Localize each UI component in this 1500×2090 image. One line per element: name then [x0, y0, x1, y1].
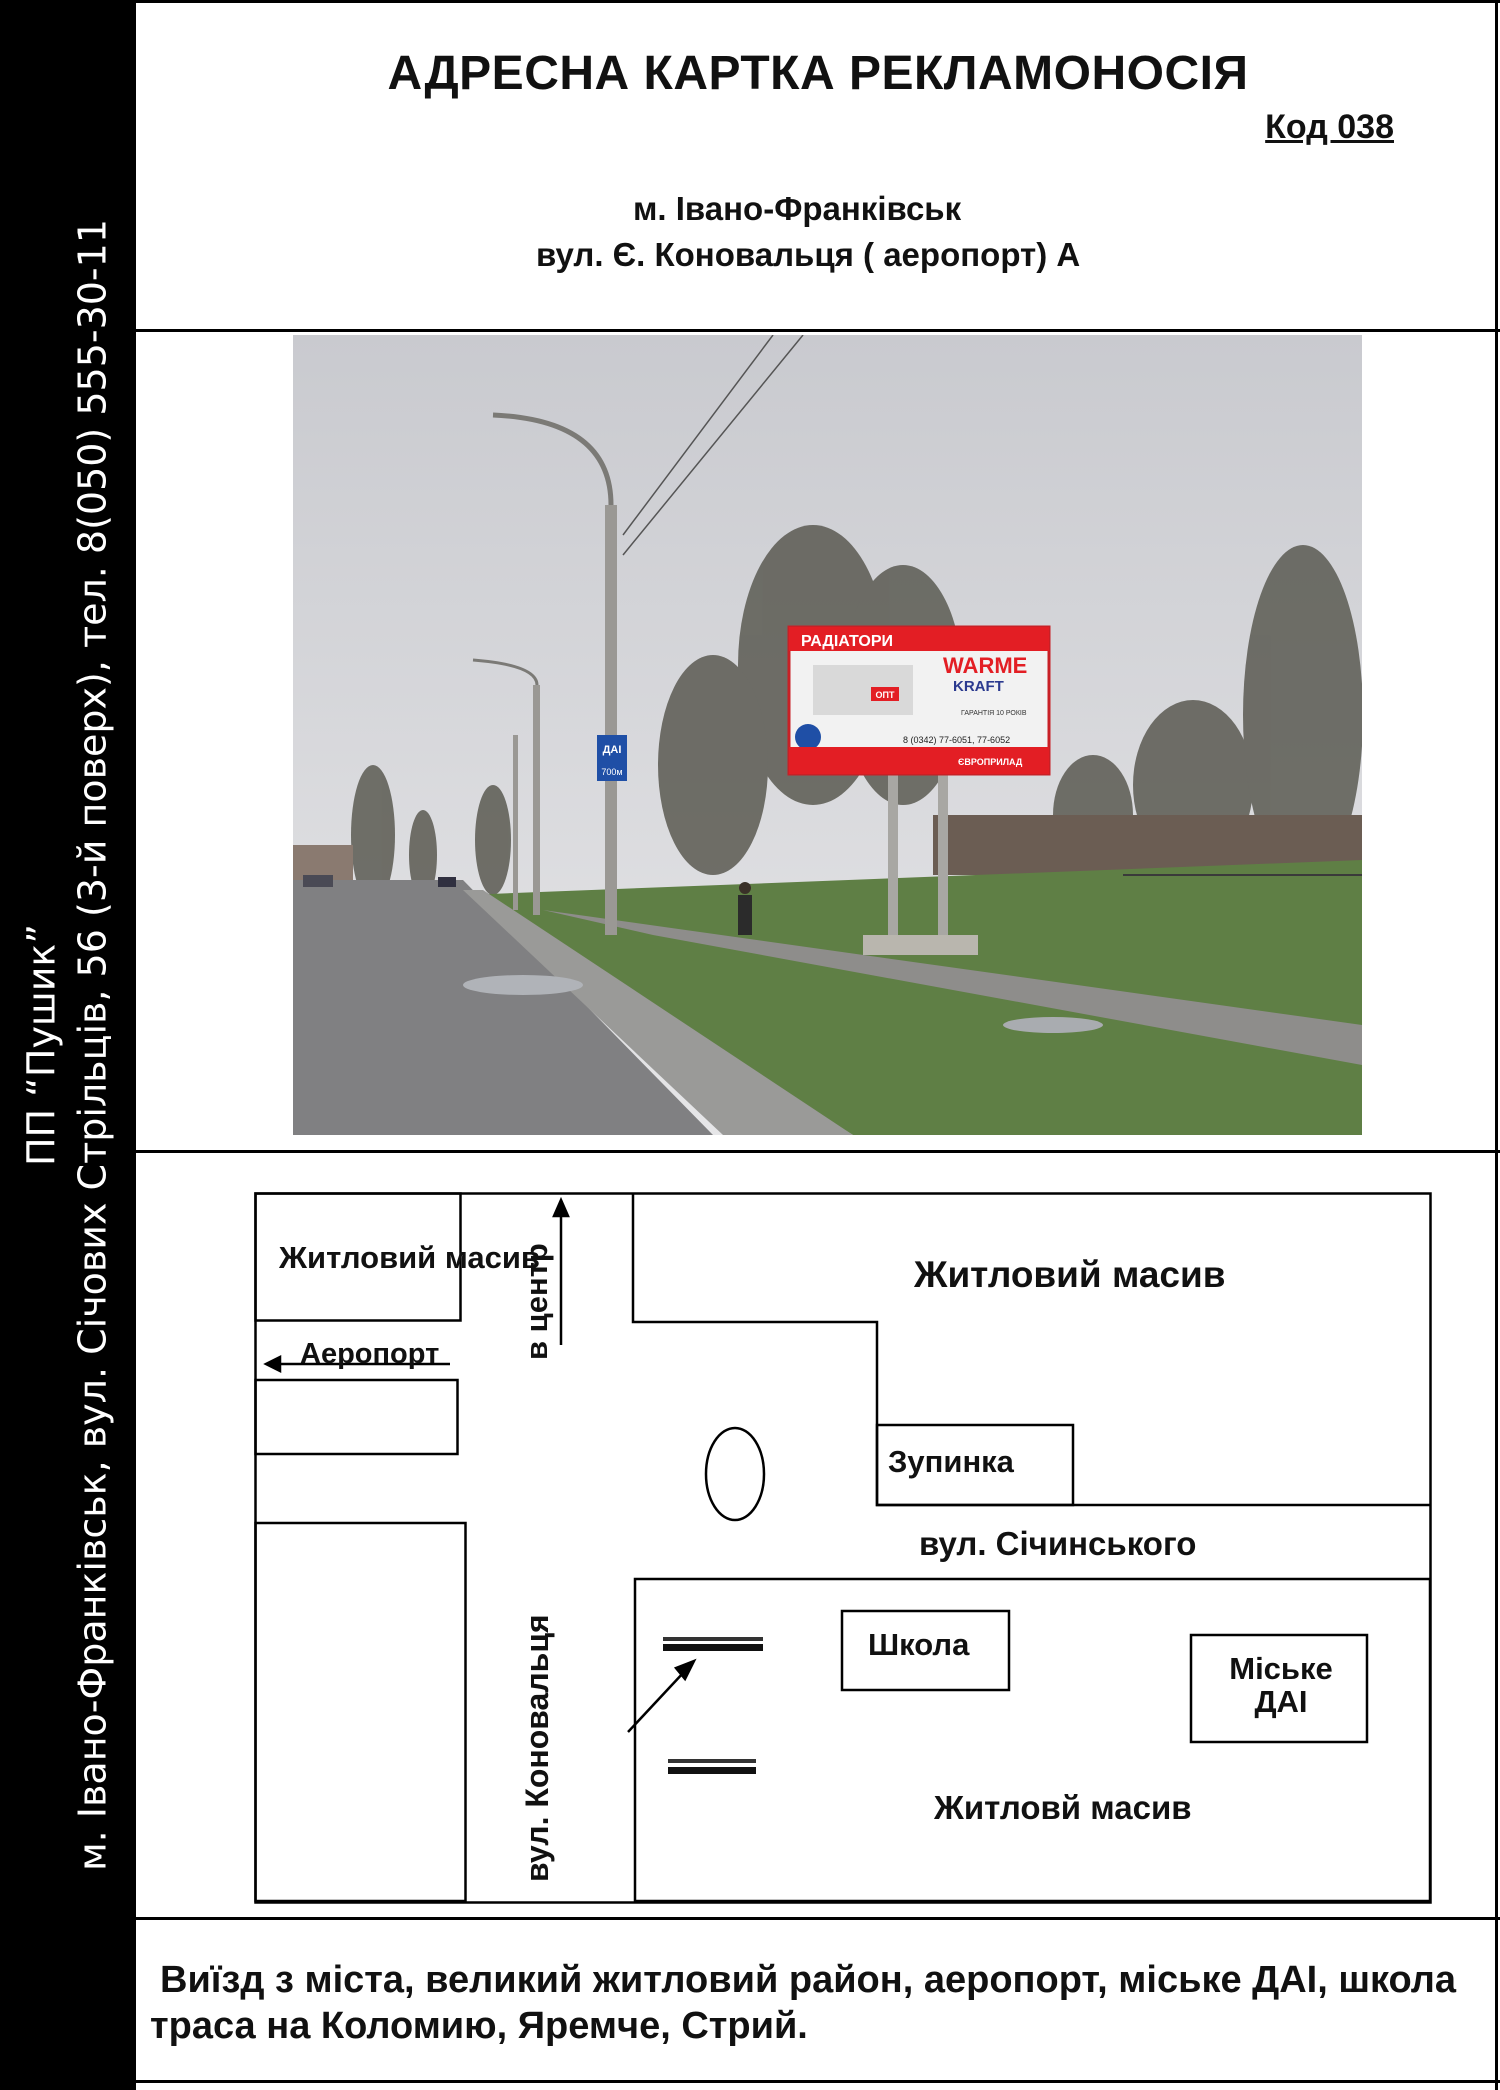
address-city: м. Івано-Франківськ	[633, 190, 962, 227]
block-residential-top-right	[633, 1194, 1430, 1506]
billboard-markers	[663, 1637, 763, 1774]
block-bottom-left	[256, 1523, 466, 1901]
divider-map	[136, 1917, 1500, 1920]
location-map	[254, 1192, 1432, 1904]
label-school: Школа	[868, 1627, 970, 1662]
billboard-badge: ОПТ	[875, 690, 895, 700]
billboard-brand-2: KRAFT	[953, 678, 1004, 695]
location-description	[150, 1957, 1490, 2050]
map-border	[256, 1194, 1431, 1903]
billboard-dealer: ЄВРОПРИЛАД	[958, 757, 1023, 767]
label-stop: Зупинка	[888, 1444, 1014, 1479]
billboard-heading: РАДІАТОРИ	[801, 633, 894, 650]
billboard-guarantee: ГАРАНТІЯ 10 РОКІВ	[961, 710, 1027, 717]
label-city-dai: Міське ДАІ	[1229, 1651, 1333, 1719]
description-line-2: траса на Коломию, Яремче, Стрий.	[150, 2005, 808, 2048]
label-residential-top-right: Житловий масив	[914, 1254, 1226, 1295]
label-to-center: в центр	[519, 1243, 554, 1360]
company-address-phone: м. Івано-Франківськ, вул. Січових Стрільців, 56 (3-й поверх), тел. 8(050) 555-30-11	[71, 218, 115, 1872]
billboard-marker-1	[663, 1637, 763, 1641]
description-line-1: Виїзд з міста, великий житловий район, аеропорт, міське ДАІ, школа	[160, 1959, 1457, 2001]
label-airport: Аеропорт	[300, 1338, 440, 1370]
company-name: ПП “Пушик”	[19, 923, 64, 1167]
to-center-arrow	[554, 1200, 568, 1345]
billboard-brand-1: WARME	[943, 653, 1028, 678]
block-residential-bottom-right	[635, 1579, 1430, 1901]
view-direction-arrow	[628, 1661, 694, 1732]
address-street: вул. Є. Коновальця ( аеропорт) А	[536, 236, 1081, 273]
road-sign-distance: 700м	[601, 767, 623, 777]
divider-top	[136, 0, 1500, 3]
page-title: АДРЕСНА КАРТКА РЕКЛАМОНОСІЯ	[387, 47, 1249, 100]
billboard	[789, 627, 1049, 774]
divider-photo	[136, 1150, 1500, 1153]
billboard-phone: 8 (0342) 77-6051, 77-6052	[903, 735, 1011, 745]
label-residential-bottom-right: Житловй масив	[934, 1789, 1192, 1826]
billboard-marker-2	[668, 1759, 756, 1763]
location-photo	[293, 335, 1362, 1135]
card-code: Код 038	[1265, 108, 1394, 146]
label-street-sichynskoho: вул. Січинського	[919, 1525, 1197, 1562]
contact-text	[17, 219, 120, 1871]
map-drawing	[254, 1192, 1432, 1904]
divider-bottom	[136, 2080, 1500, 2083]
label-residential-top-left: Житловий масив	[279, 1240, 540, 1275]
roundabout	[706, 1428, 764, 1520]
road-sign-text: ДАІ	[602, 744, 622, 756]
photo-scene	[293, 335, 1362, 1135]
divider-header	[136, 329, 1500, 332]
block-left-middle	[256, 1380, 458, 1454]
label-street-konovaltsia: вул. Коновальця	[519, 1614, 555, 1882]
contact-sidebar	[0, 0, 136, 2090]
